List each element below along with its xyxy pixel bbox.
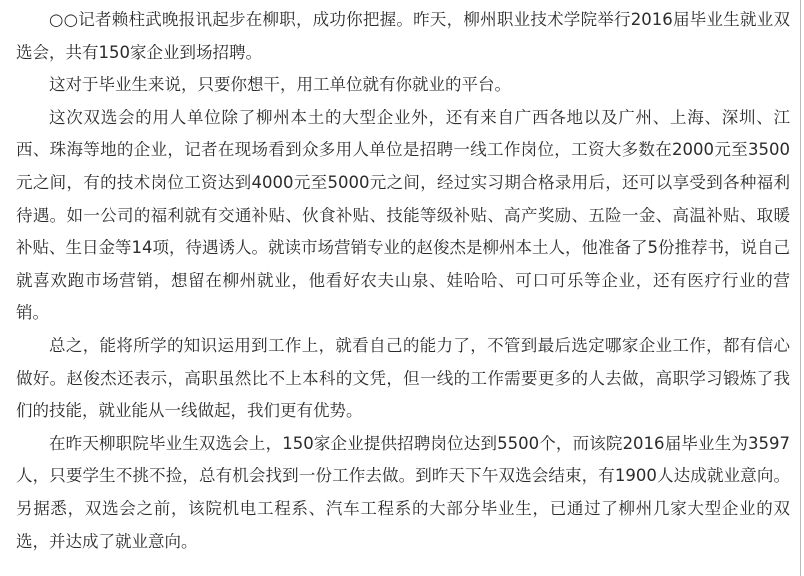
article-paragraph-5: 在昨天柳职院毕业生双选会上，150家企业提供招聘岗位达到5500个，而该院2016届毕业生为3597人，只要学生不挑不捡，总有机会找到一份工作去做。到昨天下午双选会结束，有1900人达成就业意向。另据悉，双选会之前，该院机电工程系、汽车工程系的大部分毕业生，已通过了柳州几家大型企业的双选，并达成了就业意向。 [16,433,790,551]
article-paragraph-3: 这次双选会的用人单位除了柳州本土的大型企业外，还有来自广西各地以及广州、上海、深圳、江西、珠海等地的企业，记者在现场看到众多用人单位是招聘一线工作岗位，工资大多数在2000元至3500元之间，有的技术岗位工资达到4000元至5000元之间，经过实习期合格录用后，还可以享受到各种福利待遇。如一公司的福利就有交通补贴、伙食补贴、技能等级补贴、高产奖励、五险一金、高温补贴、取暖补贴、生日金等14项，待遇诱人。就读市场营销专业的赵俊杰是柳州本土人，他准备了5份推荐书，说自己就喜欢跑市场营销，想留在柳州就业，他看好农夫山泉、娃哈哈、可口可乐等企业，还有医疗行业的营销。 [16,107,790,323]
article-paragraph-1: ○○记者赖柱武晚报讯起步在柳职，成功你把握。昨天，柳州职业技术学院举行2016届毕业生就业双选会，共有150家企业到场招聘。 [16,10,790,62]
right-border-divider [800,0,801,576]
article-paragraph-2: 这对于毕业生来说，只要你想干，用工单位就有你就业的平台。 [49,75,511,95]
article-paragraph-4: 总之，能将所学的知识运用到工作上，就看自己的能力了，不管到最后选定哪家企业工作，都有信心做好。赵俊杰还表示，高职虽然比不上本科的文凭，但一线的工作需要更多的人去做，高职学习锻炼了我们的技能，就业能从一线做起，我们更有优势。 [16,335,790,421]
